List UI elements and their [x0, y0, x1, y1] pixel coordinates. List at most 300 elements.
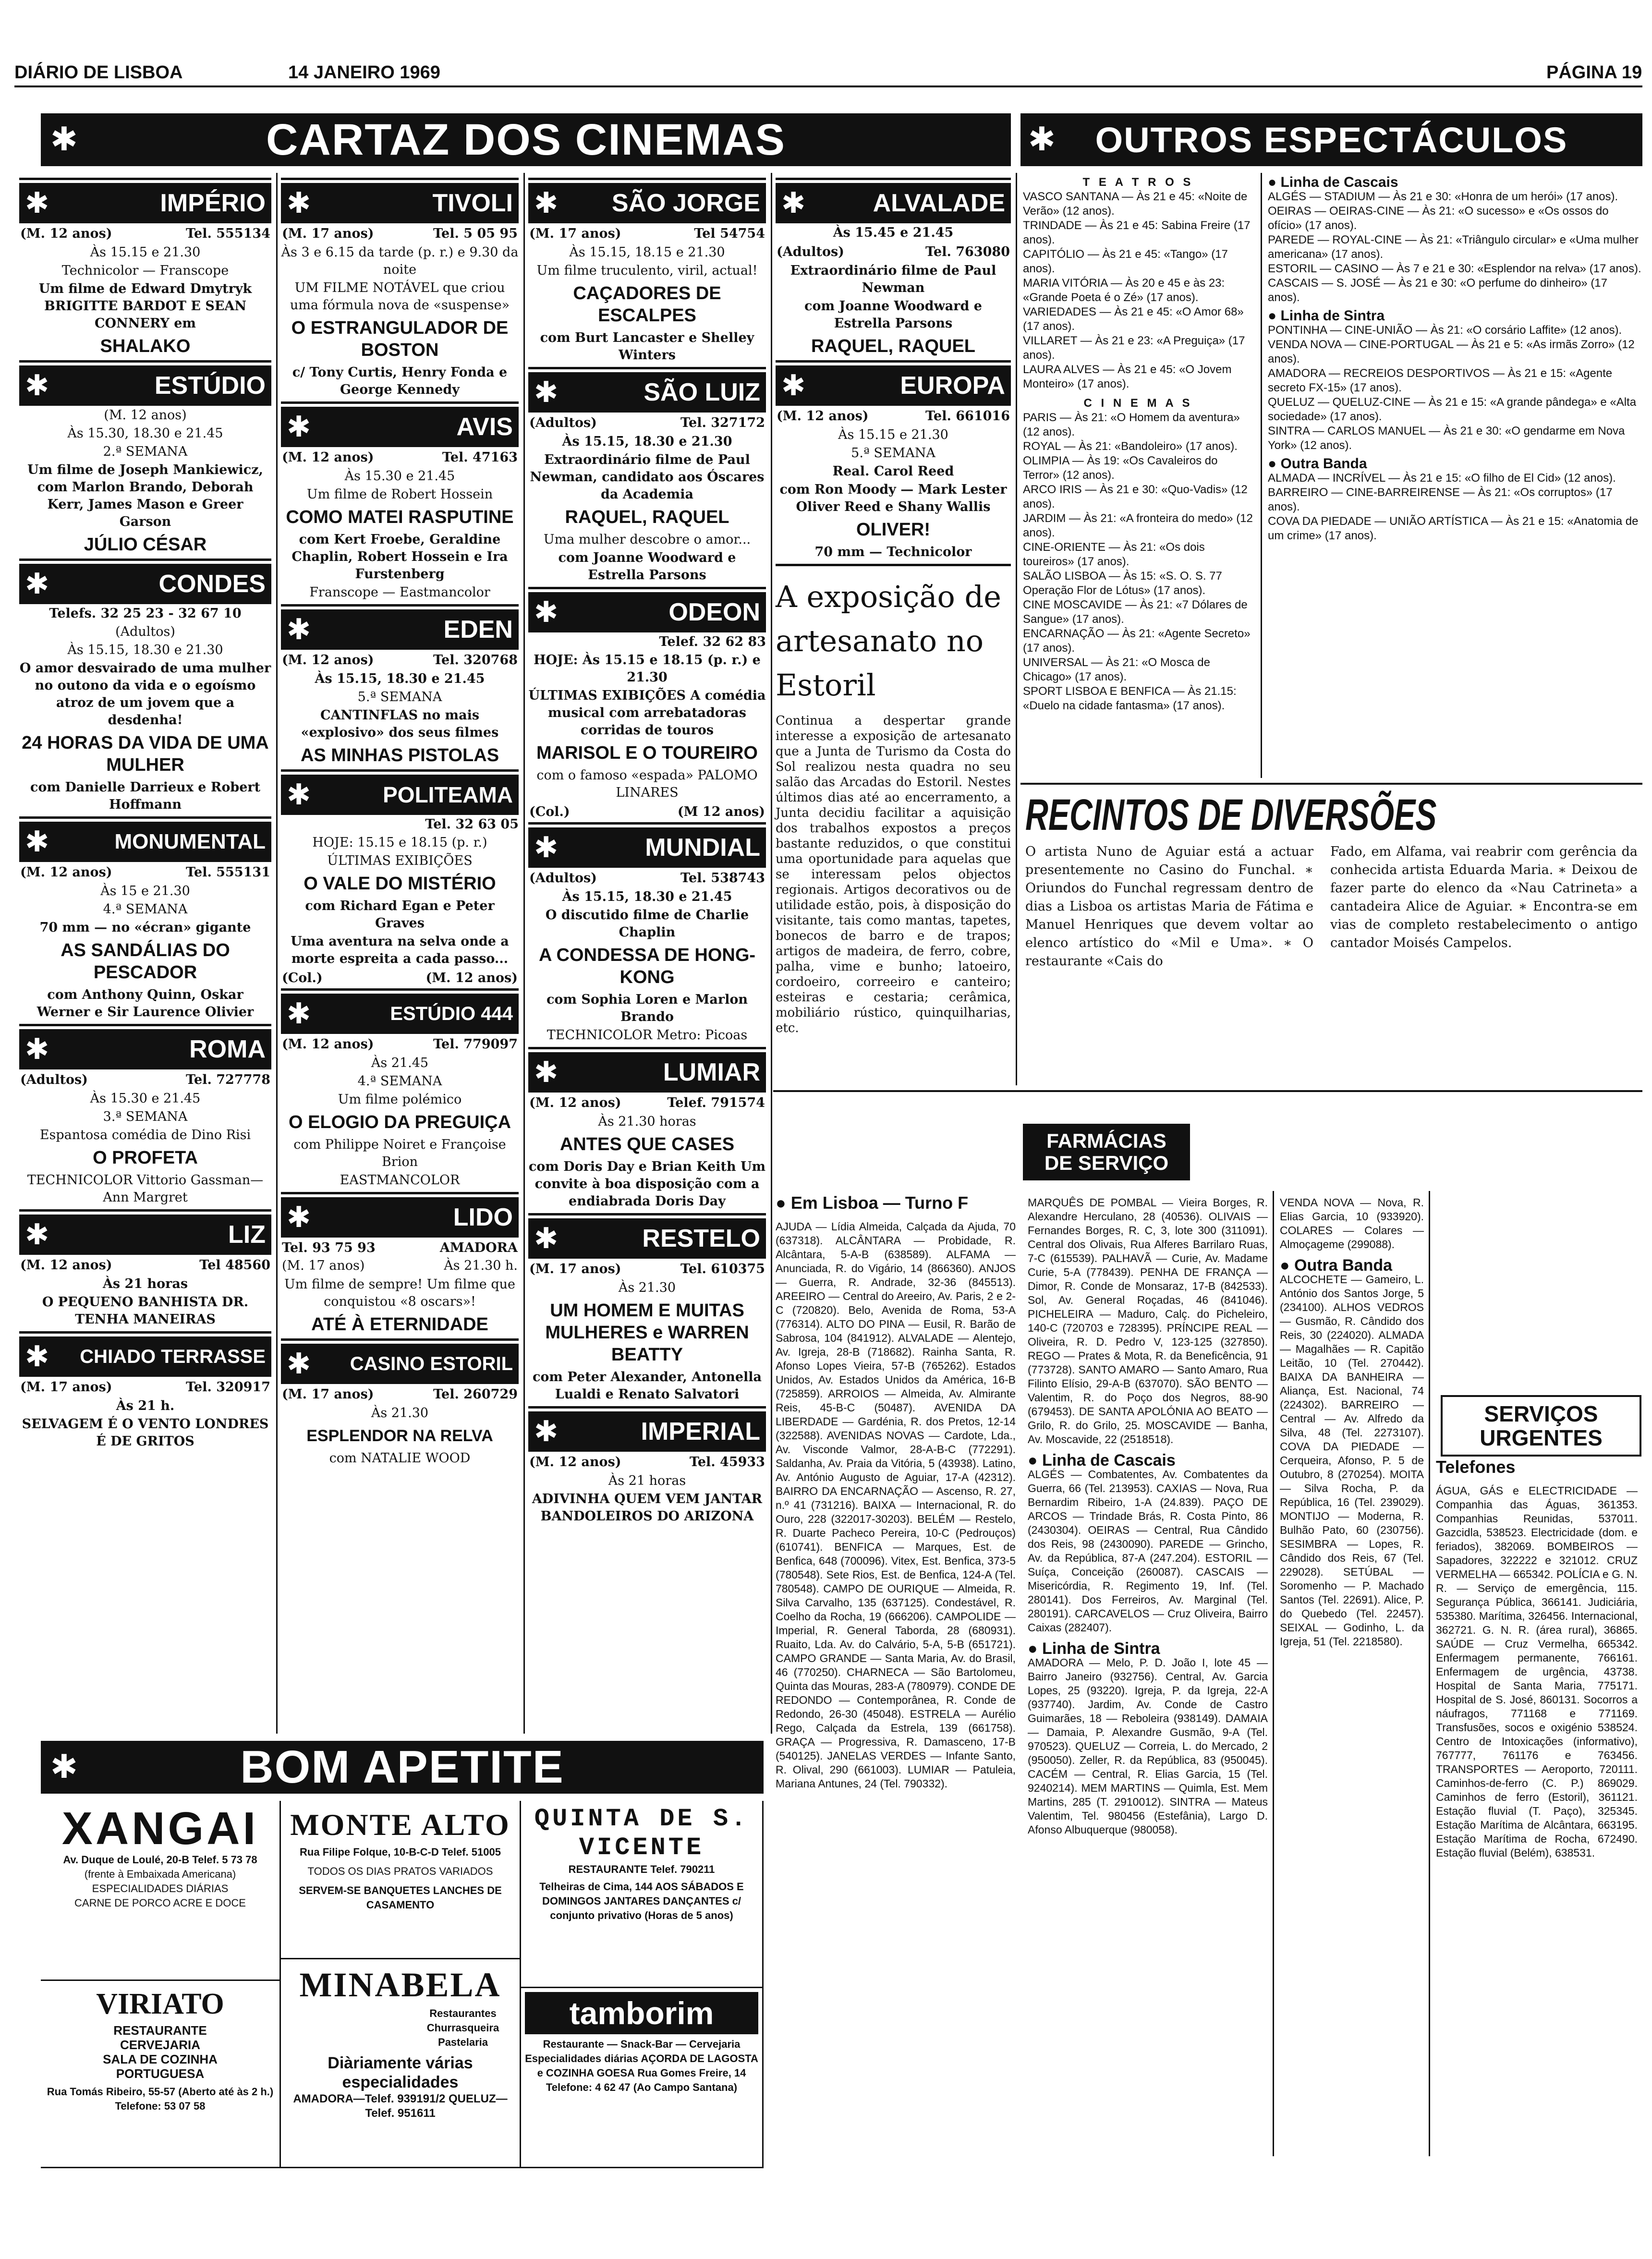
cinema-title-bar [19, 1029, 271, 1069]
asterisk-icon: ✱ [781, 186, 806, 220]
phone: Tel. 610375 [680, 1262, 765, 1276]
tagline: Uma aventura na selva onde a morte espreita a cada passo... [291, 934, 509, 966]
farmacias-lisboa-2: MARQUÊS DE POMBAL — Vieira Borges, R. Alexandre Herculano, 28 (40536). OLIVAIS — Fernandes Borges, R. C, 3, lote 300 (311091). Central dos Olivais, Rua Alferes Barrilaro Ruas, 7-C (615539). PALHAVÃ — Curie, Av. Madame Curie, 5-A (778439). PENHA DE FRANÇA — Dimor, R. Conde de Monsaraz, 17-B (842533). Sol, Av. General Roçadas, 46 (841046). PICHELEIRA — Maduro, Calç. do Picheleiro, 140-C (720703 e 728395). PRÍNCIPE REAL — Oliveira, R. D. Pedro V, 123-125 (327850). REGO — Prates & Mota, R. da Beneficência, 91 (773728). SANTO AMARO — Santo Amaro, Rua Filinto Elísio, 29-A-B (637070). SÃO BENTO — Valentim, R. do Poço dos Negros, 88-90 (679453). DE SANTA APOLÓNIA AO BEATO — Grilo, R. do Grilo, 25. MOSCAVIDE — Banha, Av. Moscavide, 22 (2518518). [1028, 1196, 1268, 1445]
column-rule [1273, 1191, 1274, 2156]
age-rating: (M. 12 anos) [777, 409, 869, 424]
cinema-estoril [281, 1338, 519, 1467]
farmacias-sintra: AMADORA — Melo, P. D. João I, lote 45 — Bairro Janeiro (932756). Central, Av. Garcia Lopes, 25 (93220). Igreja, P. da Igreja, 22-A (937740). Jardim, Av. Conde de Castro Guimarães, 18 — Reboleira (938149). DAMAIA — Damaia, P. Alexandre Gusmão, 9-A (Tel. 970523). QUELUZ — Correia, L. do Mercado, 2 (950050). Zeller, R. da República, 83 (950045). CACÉM — Central, R. Elias Garcia, 15 (Tel. 9240214). MEM MARTINS — Quimla, Est. Mem Martins, 285 (T. 2910012). SINTRA — Mateus Valentim, Tel. 980456 (Estefânia), Largo D. Afonso Albuquerque (980058). [1028, 1656, 1268, 1836]
description: Um filme de Robert Hossein [306, 487, 493, 502]
cinema-name: CHIADO TERRASSE [80, 1346, 266, 1367]
asterisk-icon: ✱ [287, 1347, 311, 1381]
farmacias-lisboa-heading [776, 1193, 969, 1213]
cast: TECHNICOLOR Vittorio Gassman—Ann Margret [27, 1173, 264, 1205]
bullet-icon: ● [1028, 1451, 1038, 1470]
cascais-item: PAREDE — ROYAL-CINE — Às 21: «Triângulo circular» e «Uma mulher americana» (17 anos). [1268, 233, 1639, 261]
sintra-item: VENDA NOVA — CINE-PORTUGAL — Às 21 e 5: «As irmãs Zorro» (12 anos). [1268, 338, 1635, 365]
outros-col-right [1268, 175, 1642, 543]
film-title: O VALE DO MISTÉRIO [304, 874, 496, 894]
teatros-item: CAPITÓLIO — Às 21 e 45: «Tango» (17 anos). [1023, 248, 1228, 275]
cinema-title-bar [528, 1218, 766, 1259]
phone: Tel. 763080 [925, 244, 1010, 259]
farmacias-logo [1023, 1124, 1190, 1180]
cinemas-item: ARCO IRIS — Às 21 e 30: «Quo-Vadis» (12 anos). [1023, 483, 1248, 510]
age-rating: (M. 17 anos) [282, 226, 374, 241]
cast: com Sophia Loren e Marlon Brando [546, 992, 748, 1024]
outra-banda-item: BARREIRO — CINE-BARREIRENSE — Às 21: «Os corruptos» (17 anos). [1268, 486, 1613, 513]
bullet-icon: ● [1268, 174, 1277, 190]
cinema-condes [19, 559, 271, 814]
ad-text: AMADORA—Telef. 939191/2 QUELUZ—Telef. 951611 [293, 2092, 508, 2120]
article-artesanato [776, 564, 1011, 1036]
showtimes: Às 15.30, 18.30 e 21.45 [67, 426, 223, 441]
cinema-alvalade [776, 178, 1011, 357]
column-rule [1016, 173, 1017, 1085]
cast: com Burt Lancaster e Shelley Winters [540, 330, 754, 363]
asterisk-icon: ✱ [534, 186, 559, 220]
description: ÚLTIMAS EXIBIÇÕES A comédia musical com arrebatadoras corridas de touros [528, 688, 766, 738]
description: Um filme polémico [338, 1092, 462, 1107]
cast: c/ Tony Curtis, Henry Fonda e George Kennedy [292, 365, 508, 397]
column-4 [776, 178, 1011, 1039]
bullet-icon: ● [1268, 456, 1277, 472]
film-title: UM HOMEM E MUITAS MULHERES e WARREN BEATTY [545, 1300, 749, 1365]
ad-text: CARNE DE PORCO ACRE E DOCE [74, 1897, 246, 1909]
description: O discutido filme de Charlie Chaplin [545, 908, 749, 940]
age-rating: (M. 12 anos) [425, 971, 518, 985]
age-rating: (Adultos) [529, 871, 597, 886]
film-title: SELVAGEM É O VENTO LONDRES É DE GRITOS [22, 1417, 269, 1449]
showtimes: Às 21.30 [371, 1406, 429, 1421]
bom-apetite-banner [41, 1741, 764, 1794]
description: Extraordinário filme de Paul Newman, candidato aos Óscares da Academia [530, 452, 765, 502]
section-rule [1020, 783, 1642, 785]
ad-montealto [281, 1801, 521, 1959]
recintos-title: RECINTOS DE DIVERSÕES [1025, 790, 1437, 839]
cinema-name: LIDO [453, 1203, 513, 1231]
cinemas-item: ENCARNAÇÃO — Às 21: «Agente Secreto» (17 anos). [1023, 627, 1251, 655]
farmacias-right: VENDA NOVA — Nova, R. Elias Garcia, 10 (933920). COLARES — Colares — Almoçageme (299088). [1280, 1196, 1424, 1251]
age-rating: (Adultos) [115, 624, 175, 639]
film-title: MARISOL E O TOUREIRO [536, 743, 758, 763]
farmacias-outra: ALCOCHETE — Gameiro, L. António dos Santos Jorge, 5 (234100). ALHOS VEDROS — Gusmão, R. Cândido dos Reis, 30 (224020). ALMADA — Magalhães — R. Capitão Leitão, 10 (Tel. 270442). BAIXA DA BANHEIRA — Aliança, Est. Nacional, 74 (224302). BARREIRO — Central — Av. Alfredo da Silva, 48 (Tel. 2273107). COVA DA PIEDADE — Cerqueira, Afonso, P. 5 de Outubro, 8 (270254). MOITA — Silva Rocha, P. da República, 16 (Tel. 239029). MONTIJO — Moderna, R. Bulhão Pato, 60 (230756). SESIMBRA — Lopes, R. Cândido dos Reis, 67 (Tel. 229028). SETÚBAL — Soromenho — P. Machado Santos (Tel. 22691). Alice, P. do Quebedo (Tel. 22457). SEIXAL — Godinho, L. da Igreja, 51 (Tel. 2218580). [1280, 1273, 1424, 1648]
bullet-icon: ● [1028, 1640, 1038, 1658]
asterisk-icon: ✱ [534, 831, 559, 864]
film-title: ANTES QUE CASES [559, 1134, 735, 1154]
sintra-heading [1268, 309, 1642, 323]
cast: com Philippe Noiret e Françoise Brion [293, 1137, 506, 1169]
description: Um filme de Edward Dmytryk BRIGITTE BARDOT E SEAN CONNERY em [38, 281, 252, 331]
showtimes: Às 15.30 e 21.45 [90, 1091, 201, 1106]
cascais-item: OEIRAS — OEIRAS-CINE — Às 21: «O sucesso» e «Os ossos do ofício» (17 anos). [1268, 205, 1609, 232]
showtimes: Às 15.15, 18.15 e 21.30 [569, 245, 725, 260]
ad-logo: VIRIATO [96, 1988, 224, 2020]
format-note: TECHNICOLOR Metro: Picoas [547, 1028, 748, 1043]
phone: Tel. 327172 [680, 415, 765, 430]
cascais-item: CASCAIS — S. JOSÉ — Às 21 e 30: «O perfume do dinheiro» (17 anos). [1268, 277, 1608, 304]
description: Um filme de sempre! Um filme que conquistou «8 oscars»! [284, 1277, 516, 1309]
cinema-name: IMPERIAL [641, 1418, 760, 1445]
asterisk-icon: ✱ [25, 1218, 49, 1251]
recintos-col1: O artista Nuno de Aguiar está a actuar presentemente no Casino do Funchal. ∗ Oriundos do Funchal regressam dentro de dias a Lisboa os artistas Maria de Fátima e Manuel Henriques que devem voltar ao elenco artístico do «Mil e Uma». ∗ O restaurante «Cais do [1025, 844, 1313, 969]
outros-banner [1020, 113, 1642, 166]
phone: Tel. 47163 [442, 450, 518, 465]
header-rule [14, 85, 1642, 87]
ad-minabela [281, 1959, 521, 2168]
cinemas-item: CINE MOSCAVIDE — Às 21: «7 Dólares de Sangue» (17 anos). [1023, 598, 1248, 626]
description: ÚLTIMAS EXIBIÇÕES [327, 853, 473, 868]
film-title: O PROFETA [93, 1148, 198, 1168]
cartaz-banner [41, 113, 1011, 166]
phone: Tel. 32 63 05 [425, 817, 519, 832]
teatros-item: MARIA VITÓRIA — Às 20 e 45 e às 23: «Grande Poeta é o Zé» (17 anos). [1023, 277, 1225, 304]
phone: Tel. 555134 [186, 226, 270, 241]
showtimes: Às 21 horas [608, 1473, 686, 1488]
film-title: O PEQUENO BANHISTA DR. TENHA MANEIRAS [42, 1295, 249, 1327]
cinema-imperial [528, 1406, 766, 1525]
cinema-estudio [19, 360, 271, 556]
description: Extraordinário filme de Paul Newman [790, 263, 996, 295]
bom-apetite-title: BOM APETITE [240, 1741, 564, 1793]
phone: Tel. 727778 [186, 1072, 270, 1087]
phone: Tel. 45933 [689, 1455, 765, 1470]
showtimes: Às 15.15, 18.30 e 21.30 [562, 434, 732, 449]
cinema-avis [281, 401, 519, 601]
column-rule [771, 173, 772, 1734]
cinema-name: SÃO JORGE [611, 189, 760, 217]
cinema-name: IMPÉRIO [160, 189, 266, 217]
column-3 [528, 178, 766, 1528]
cinema-saojorge [528, 178, 766, 364]
cinema-lumiar [528, 1047, 766, 1210]
cinema-title-bar [19, 564, 271, 604]
ad-text: Telheiras de Cima, 144 AOS SÁBADOS E DOMINGOS JANTARES DANÇANTES c/ conjunto privativo (Horas de 5 anos) [539, 1881, 744, 1921]
cast: com Joanne Woodward e Estrella Parsons [558, 550, 736, 583]
asterisk-icon: ✱ [781, 369, 806, 402]
cascais-heading [1268, 175, 1642, 190]
cast: com Peter Alexander, Antonella Lualdi e Renato Salvatori [532, 1370, 762, 1402]
asterisk-icon: ✱ [25, 825, 49, 859]
servicos-title: SERVIÇOS [1484, 1401, 1598, 1426]
cinemas-heading: C I N E M A S [1083, 397, 1193, 410]
showtimes: Às 21 horas [102, 1276, 188, 1291]
cinema-name: MONUMENTAL [114, 830, 266, 853]
ad-text: RESTAURANTE Telef. 790211 [568, 1863, 715, 1875]
description: O amor desvairado de uma mulher no outono da vida e o egoísmo atroz de um jovem que a desdenha! [19, 661, 271, 728]
cinema-name: POLITEAMA [383, 782, 513, 807]
outros-title: OUTROS ESPECTÁCULOS [1095, 120, 1568, 160]
farmacias-lisboa-1: AJUDA — Lídia Almeida, Calçada da Ajuda, 70 (637318). ALCÂNTARA — Probidade, R. Alcântara, 5-A-B (638589). ALFAMA — Anunciada, R. do Vigário, 14 (866360). ANJOS — Guerra, R. Andrade, 32-36 (845513). AREEIRO — Central do Areeiro, Av. Paris, 2 e 2-C (720820). Belo, Avenida de Roma, 53-A (776314). ALTO DO PINA — Eusil, R. Barão de Sabrosa, 104 (841912). ALVALADE — Alentejo, Av. Igreja, 28-B (718682). Rainha Santa, R. Afonso Lopes Vieira, 57-B (765262). Estados Unidos, Av. Estados Unidos da América, 16-B (725859). ARROIOS — Almeida, Av. Almirante Reis, 45-B-C (50487). AVENIDA DA LIBERDADE — Gardénia, R. dos Pretos, 12-14 (322588). AVENIDAS NOVAS — Cardote, Lda., Av. Visconde Valmor, 28-A-B-C (772291). Saldanha, Av. Praia da Vitória, 5 (43938). Latino, Av. António Augusto de Aguiar, 17-A (42312). BAIRRO DA ENCARNAÇÃO — Ascenso, R. 27, n.º 41 (731216). BAIXA — Internacional, R. do Ouro, 228 (322017-30203). BELÉM — Restelo, R. Duarte Pacheco Pereira, 10-C (Pedrouços) (610741). BENFICA — Marques, Est. de Benfica, 648 (700096). Vitex, Est. Benfica, 373-5 (780548). Sete Rios, Est. de Benfica, 124-A (Tel. 780548). CAMPO DE OURIQUE — Almeida, R. Silva Carvalho, 135 (637125). Condestável, R. Coelho da Rocha, 19 (666206). CAMPOLIDE — Imperial, R. General Taborda, 28 (680931). Ruaito, Lda. Av. do Calvário, 5-A, 5-B (651721). CAMPO GRANDE — Santa Maria, Av. do Brasil, 46 (770250). CHARNECA — São Bartolomeu, Quinta das Mouras, 283-A (780979). CONDE DE REDONDO — Contemporânea, R. Conde de Redondo, 26-30 (45048). ESTRELA — Aurélio Rego, Calçada da Estrela, 139 (661758). GRAÇA — Progressiva, R. Damasceno, 17-B (540125). JANELAS VERDES — Infante Santo, R. Olival, 290 (661003). LUMIAR — Patuleia, Mariana Antunes, 24 (Tel. 790332). [776, 1220, 1016, 1790]
cinema-title-bar [281, 407, 519, 447]
ad-address: Rua Tomás Ribeiro, 55-57 (Aberto até às 2 h.) Telefone: 53 07 58 [47, 2086, 274, 2112]
farmacias-title: FARMÁCIAS [1046, 1130, 1166, 1152]
cinemas-item: ROYAL — Às 21: «Bandoleiro» (17 anos). [1023, 440, 1238, 453]
cinema-name: CASINO ESTORIL [350, 1353, 513, 1374]
section-label: Outra Banda [1294, 1256, 1393, 1275]
phone: Tel 54754 [694, 226, 765, 241]
cinema-eden [281, 604, 519, 766]
cinema-monumental [19, 816, 271, 1021]
cinema-name: EDEN [443, 616, 513, 644]
cinema-title-bar [528, 372, 766, 413]
tagline: Uma mulher descobre o amor... [543, 532, 751, 547]
phone: Telef. 791574 [667, 1095, 765, 1110]
showtimes: Às 15 e 21.30 [100, 884, 190, 899]
cascais-item: ESTORIL — CASINO — Às 7 e 21 e 30: «Esplendor na relva» (17 anos). [1268, 262, 1641, 275]
cinema-name: MUNDIAL [645, 834, 760, 862]
cinema-restelo [528, 1213, 766, 1403]
ad-quinta [521, 1801, 764, 1988]
cinema-name: EUROPA [900, 372, 1005, 400]
section-label: Linha de Sintra [1042, 1640, 1160, 1658]
ad-logo: MINABELA [299, 1966, 501, 2004]
showtimes: Às 21.30 horas [598, 1114, 696, 1129]
week: 5.ª SEMANA [851, 446, 935, 461]
ad-logo: MONTE ALTO [290, 1808, 510, 1842]
description: Um filme truculento, viril, actual! [536, 263, 758, 278]
cast: com Ron Moody — Mark Lester Oliver Reed e Shany Wallis [779, 482, 1007, 514]
cinema-name: ESTÚDIO 444 [390, 1003, 513, 1024]
farmacias-cascais-heading [1028, 1453, 1268, 1468]
asterisk-icon: ✱ [25, 369, 49, 402]
film-title: A CONDESSA DE HONG-KONG [538, 945, 756, 987]
description: Um filme de Joseph Mankiewicz, com Marlon Brando, Deborah Kerr, James Mason e Greer Garson [27, 462, 263, 529]
cinema-odeon [528, 587, 766, 819]
farmacias-col-3 [1280, 1196, 1424, 1649]
cinema-title-bar [281, 775, 519, 815]
showtimes: Às 15.15 e 21.30 [90, 245, 201, 260]
column-2 [281, 178, 519, 1470]
phone: Tel. 260729 [433, 1387, 518, 1402]
film-title: CAÇADORES DE ESCALPES [573, 283, 721, 326]
cinemas-item: PARIS — Às 21: «O Homem da aventura» (12 anos). [1023, 411, 1240, 438]
cinemas-item: UNIVERSAL — Às 21: «O Mosca de Chicago» (17 anos). [1023, 656, 1210, 683]
sintra-item: SINTRA — CARLOS MANUEL — Às 21 e 30: «O gendarme em Nova York» (12 anos). [1268, 425, 1625, 452]
cinema-name: AVIS [456, 413, 513, 441]
cast: com NATALIE WOOD [329, 1451, 471, 1466]
ad-text: Especialidades diárias AÇORDA DE LAGOSTA e COZINHA GOESA Rua Gomes Freire, 14 Telefone: 4 62 47 (Ao Campo Santana) [525, 2053, 758, 2093]
cinema-name: ALVALADE [873, 189, 1005, 217]
asterisk-icon: ✱ [25, 1032, 49, 1066]
film-title: O ESTRANGULADOR DE BOSTON [291, 318, 509, 360]
paper-date: 14 JANEIRO 1969 [288, 62, 440, 83]
ad-text: TODOS OS DIAS PRATOS VARIADOS [307, 1865, 493, 1877]
age-rating: (M. 12 anos) [20, 1258, 112, 1273]
age-rating: (M 12 anos) [677, 804, 765, 819]
bullet-icon: ● [776, 1193, 786, 1213]
ad-tamborim [521, 1988, 764, 2168]
film-title: SHALAKO [100, 336, 191, 356]
cinema-title-bar [281, 1197, 519, 1238]
ad-address: Rua Filipe Folque, 10-B-C-D Telef. 51005 [300, 1846, 501, 1858]
cinema-title-bar [19, 822, 271, 862]
age-rating: (M. 12 anos) [529, 1095, 621, 1110]
week: 4.ª SEMANA [357, 1074, 442, 1089]
cinema-name: LIZ [228, 1221, 266, 1249]
cinema-mundial [528, 822, 766, 1044]
asterisk-icon: ✱ [287, 1201, 311, 1234]
cinema-name: CONDES [158, 570, 266, 598]
cinema-title-bar [19, 365, 271, 406]
outros-col-left [1023, 175, 1253, 713]
film-title: RAQUEL, RAQUEL [565, 507, 729, 527]
showtimes: Às 21.30 [618, 1280, 676, 1295]
cinema-title-bar [281, 994, 519, 1034]
recintos-col2: Fado, em Alfama, vai reabrir com gerência da conhecida artista Eduarda Maria. ∗ Deixou de fazer parte do elenco da «Nau Catrineta» a cantadeira Alice de Aguiar. ∗ Encontra-se em vias de completo restabelecimento o antigo cantador Moisés Campelos. [1330, 844, 1638, 950]
outra-banda-item: ALMADA — INCRÍVEL — Às 21 e 15: «O filho de El Cid» (12 anos). [1268, 472, 1616, 485]
phone: Telef. 32 62 83 [659, 634, 766, 649]
teatros-item: LAURA ALVES — Às 21 e 45: «O Jovem Monteiro» (17 anos). [1023, 363, 1232, 390]
ad-logo: tamborim [525, 1992, 758, 2034]
phone: Tel. 93 75 93 [282, 1240, 376, 1255]
column-rule [523, 173, 525, 1734]
age-rating: (M. 12 anos) [20, 865, 112, 880]
age-rating: (M. 12 anos) [20, 226, 112, 241]
location: AMADORA [439, 1240, 518, 1255]
page-number: PÁGINA 19 [1546, 62, 1642, 83]
showtimes: Às 21 h. [116, 1398, 175, 1413]
cinema-tivoli [281, 178, 519, 399]
article-body: Continua a despertar grande interesse a exposição de artesanato que a Junta de Turismo da Costa do Sol realizou nesta quadra no seu salão das Arcadas do Estoril. Nestes últimos dias até ao encerramento, a Junta decidiu facilitar a aquisição dos trabalhos expostos a preços bastante reduzidos, o que constitui uma oportunidade para aquelas que se interessam pelos objectos regionais. Artigos decorativos ou de utilidade estão, pois, à disposição do visitante, tais como mantas, tapetes, bonecos de barro e de trapos; artigos de madeira, de ferro, cobre, palha, vime e bunho; latoeiro, cordoeiro, correeiro e canteiro; esteiras e cestaria; cerâmica, mobiliário rústico, quinquilharias, etc. [776, 714, 1011, 1035]
teatros-item: VASCO SANTANA — Às 21 e 45: «Noite de Verão» (12 anos). [1023, 190, 1248, 218]
age-rating: (M. 17 anos) [529, 1262, 621, 1276]
film-title: AS MINHAS PISTOLAS [300, 745, 499, 765]
servicos-subtitle: URGENTES [1480, 1425, 1603, 1450]
asterisk-icon: ✱ [534, 1222, 559, 1255]
film-title: AS SANDÁLIAS DO PESCADOR [61, 940, 230, 983]
format-note: 70 mm — Technicolor [814, 545, 972, 559]
age-rating: (Adultos) [20, 1072, 88, 1087]
farmacias-col-2 [1028, 1196, 1268, 1837]
cartaz-title: CARTAZ DOS CINEMAS [266, 115, 786, 164]
cinema-imperio [19, 178, 271, 357]
cinema-title-bar [528, 827, 766, 868]
servicos-logo [1441, 1395, 1641, 1457]
cinema-title-bar [776, 183, 1011, 223]
cinema-title-bar [19, 1336, 271, 1377]
sintra-item: QUELUZ — QUELUZ-CINE — Às 21 e 15: «A grande pândega» e «Alta sociedade» (17 anos). [1268, 396, 1637, 423]
cast: com Danielle Darrieux e Robert Hoffmann [30, 780, 261, 812]
film-title: RAQUEL, RAQUEL [811, 336, 975, 356]
film-title: 24 HORAS DA VIDA DE UMA MULHER [22, 733, 269, 775]
teatros-heading: T E A T R O S [1082, 176, 1194, 189]
cinema-title-bar [528, 1411, 766, 1452]
description: CANTINFLAS no mais «explosivo» dos seus filmes [301, 708, 499, 740]
week: 2.ª SEMANA [103, 444, 188, 459]
ad-address: Av. Duque de Loulé, 20-B Telef. 5 73 78 [63, 1854, 257, 1866]
film-title: ESPLENDOR NA RELVA [306, 1427, 493, 1445]
asterisk-icon: ✱ [287, 778, 311, 812]
ad-text: SERVEM-SE BANQUETES LANCHES DE CASAMENTO [299, 1884, 502, 1911]
section-rule [773, 1090, 1642, 1092]
cinema-title-bar [281, 609, 519, 650]
cinema-title-bar [19, 183, 271, 223]
cinema-roma [19, 1024, 271, 1206]
cinema-title-bar [528, 1052, 766, 1093]
cinema-liz [19, 1209, 271, 1328]
week: 5.ª SEMANA [357, 690, 442, 704]
farmacias-cascais: ALGÉS — Combatentes, Av. Combatentes da Guerra, 66 (Tel. 213953). CAXIAS — Nova, Rua Bernardim Ribeiro, 1-A (24.839). PAÇO DE ARCOS — Trindade Brás, R. Costa Pinto, 86 (2430304). OEIRAS — Central, Rua Cândido dos Reis, 98 (2430090). PAREDE — Grincho, Av. da República, 87-A (247.204). ESTORIL — Suíça, Conceição (260087). CASCAIS — Misericórdia, R. Regimento 19, Inf. (Tel. 280141). Dos Ferreiros, Av. Marginal (Tel. 280191). CARCAVELOS — Cruz Oliveira, Bairro Caixas (282407). [1028, 1468, 1268, 1634]
age-rating: (Adultos) [529, 415, 597, 430]
showtimes: Às 21.45 [371, 1056, 429, 1070]
asterisk-icon: ✱ [534, 595, 559, 629]
showtimes: Às 21.30 h. [444, 1258, 518, 1273]
sintra-item: PONTINHA — CINE-UNIÃO — Às 21: «O corsário Laffite» (12 anos). [1268, 324, 1622, 337]
ad-logo: XANGAI [61, 1803, 259, 1854]
cinemas-item: SPORT LISBOA E BENFICA — Às 21.15: «Duelo na cidade fantasma» (17 anos). [1023, 685, 1237, 712]
showtimes: Às 3 e 6.15 da tarde (p. r.) e 9.30 da noite [281, 245, 519, 277]
cinema-name: RESTELO [642, 1225, 760, 1252]
age-rating: (M. 17 anos) [20, 1380, 112, 1395]
asterisk-icon: ✱ [25, 1340, 49, 1373]
asterisk-icon: ✱ [287, 613, 311, 646]
cinema-saoluiz [528, 367, 766, 584]
ad-logo: QUINTA DE S. VICENTE [534, 1805, 749, 1862]
asterisk-icon: ✱ [534, 376, 559, 409]
film-title: ADIVINHA QUEM VEM JANTAR BANDOLEIROS DO ARIZONA [532, 1492, 763, 1524]
age-rating: (M. 12 anos) [282, 1037, 374, 1052]
age-rating: (M. 12 anos) [282, 653, 374, 668]
phone: Tel. 538743 [680, 871, 765, 886]
asterisk-icon: ✱ [50, 1748, 79, 1786]
outra-banda-heading [1268, 457, 1642, 471]
asterisk-icon: ✱ [25, 567, 49, 601]
phone: Tel. 5 05 95 [433, 226, 518, 241]
age-rating: (M. 12 anos) [282, 450, 374, 465]
description: Espantosa comédia de Dino Risi [39, 1128, 251, 1142]
description: 70 mm — no «écran» gigante [39, 920, 251, 935]
format-note: (Col.) [282, 971, 323, 985]
week: 3.ª SEMANA [103, 1109, 188, 1124]
servicos-heading: Telefones [1436, 1457, 1516, 1477]
section-label: Linha de Cascais [1280, 174, 1398, 190]
cast: com o famoso «espada» PALOMO LINARES [536, 768, 758, 800]
cast: com Doris Day e Brian Keith Um convite à boa disposição com a endiabrada Doris Day [528, 1159, 766, 1209]
farmacias-sintra-heading [1028, 1641, 1268, 1656]
showtimes: Às 15.15, 18.30 e 21.30 [67, 643, 223, 657]
cinemas-item: OLIMPIA — Às 19: «Os Cavaleiros do Terror» (12 anos). [1023, 454, 1218, 482]
bullet-icon: ● [1280, 1256, 1290, 1275]
farmacias-subtitle: DE SERVIÇO [1044, 1152, 1169, 1174]
cinemas-item: SALÃO LISBOA — Às 15: «S. O. S. 77 Operação Flor de Lótus» (17 anos). [1023, 570, 1222, 597]
film-title: JÚLIO CÉSAR [84, 534, 207, 555]
asterisk-icon: ✱ [50, 121, 79, 158]
description: Real. Carol Reed [832, 464, 954, 479]
teatros-item: VARIEDADES — Às 21 e 45: «O Amor 68» (17 anos). [1023, 305, 1244, 333]
asterisk-icon: ✱ [534, 1415, 559, 1448]
phone: Tel. 661016 [925, 409, 1010, 424]
film-title: COMO MATEI RASPUTINE [286, 507, 514, 527]
phone: Tel. 779097 [433, 1037, 518, 1052]
ad-text: Diàriamente várias especialidades [328, 2054, 473, 2091]
sintra-item: AMADORA — RECREIOS DESPORTIVOS — Às 21 e 15: «Agente secreto FX-15» (17 anos). [1268, 367, 1613, 394]
asterisk-icon: ✱ [1028, 121, 1057, 158]
cast: com Joanne Woodward e Estrella Parsons [804, 299, 982, 331]
cinema-title-bar [528, 183, 766, 223]
cinema-title-bar [19, 1215, 271, 1255]
cinema-politeama [281, 769, 519, 985]
section-label: Outra Banda [1280, 456, 1367, 472]
showtimes: Às 15.30 e 21.45 [344, 469, 455, 484]
cascais-item: ALGÉS — STADIUM — Às 21 e 30: «Honra de um herói» (17 anos). [1268, 190, 1618, 203]
ad-xangai [41, 1801, 281, 1981]
asterisk-icon: ✱ [287, 186, 311, 220]
teatros-item: VILLARET — Às 21 e 23: «A Preguiça» (17 anos). [1023, 334, 1245, 362]
cinema-name: ESTÚDIO [154, 372, 266, 400]
age-rating: (Adultos) [777, 244, 844, 259]
cast: com Kert Froebe, Geraldine Chaplin, Robert Hossein e Ira Furstenberg [292, 532, 508, 582]
age-rating: (M. 17 anos) [282, 1258, 365, 1273]
asterisk-icon: ✱ [534, 1056, 559, 1089]
